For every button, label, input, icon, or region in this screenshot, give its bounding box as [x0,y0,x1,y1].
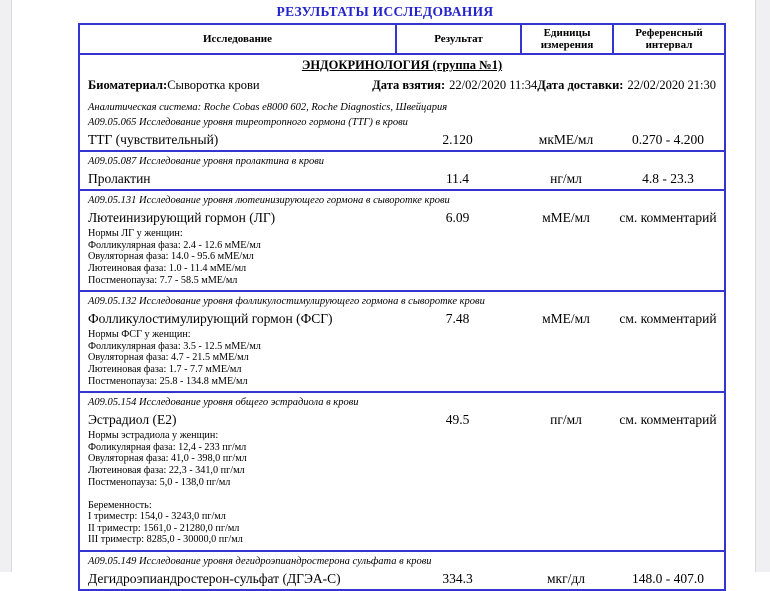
table-header-row [80,25,724,55]
biomaterial-value: Сыворотка крови [167,78,259,93]
test-reference: 0.270 - 4.200 [612,132,724,148]
section-info-cell [80,58,724,113]
test-name: Пролактин [80,171,395,187]
norm-line: Овуляторная фаза: 4.7 - 21.5 мМЕ/мл [88,352,716,364]
test-code-line: А09.05.065 Исследование уровня тиреотропного гормона (ТТГ) в крови [80,113,724,130]
test-units: мкг/дл [520,571,612,587]
test-row-block [80,189,724,290]
date-delivery-value: 22/02/2020 21:30 [627,78,716,93]
norm-line: Лютеиновая фаза: 22,3 - 341,0 пг/мл [88,465,716,477]
norm-line [88,488,716,500]
test-row-block [80,391,724,550]
test-result: 334.3 [395,571,520,587]
date-delivery-label: Дата доставки: [537,78,623,93]
test-units: мМЕ/мл [520,311,612,327]
page-title: РЕЗУЛЬТАТЫ ИССЛЕДОВАНИЯ [0,0,770,20]
test-reference: 148.0 - 407.0 [612,571,724,587]
norm-line: Лютеиновая фаза: 1.0 - 11.4 мМЕ/мл [88,263,716,275]
test-value-row [80,208,724,228]
norm-line: Нормы эстрадиола у женщин: [88,430,716,442]
norm-line: III триместр: 8285,0 - 30000,0 пг/мл [88,534,716,546]
norm-line: Овуляторная фаза: 14.0 - 95.6 мМЕ/мл [88,251,716,263]
biomaterial-label: Биоматериал: [88,78,167,93]
test-reference: см. комментарий [612,412,724,428]
results-table [78,23,726,591]
test-name: Эстрадиол (Е2) [80,412,395,428]
test-code-line: А09.05.131 Исследование уровня лютеинизирующего гормона в сыворотке крови [80,191,724,208]
right-margin-gutter [755,0,770,572]
column-header-result: Результат [395,25,520,53]
test-code-line: А09.05.087 Исследование уровня пролактина в крови [80,152,724,169]
norm-line: Овуляторная фаза: 41,0 - 398,0 пг/мл [88,453,716,465]
test-units: нг/мл [520,171,612,187]
test-result: 2.120 [395,132,520,148]
norm-line: Нормы ЛГ у женщин: [88,228,716,240]
test-row-block [80,290,724,391]
test-value-row [80,309,724,329]
norm-line: Фолликулярная фаза: 2.4 - 12.6 мМЕ/мл [88,240,716,252]
norm-line: I триместр: 154,0 - 3243,0 пг/мл [88,511,716,523]
norm-line: Фолликулярная фаза: 3.5 - 12.5 мМЕ/мл [88,341,716,353]
analytic-system-line: Аналитическая система: Roche Cobas e8000 602, Roche Diagnostics, Швейцария [88,102,716,113]
column-header-test: Исследование [80,25,395,53]
test-result: 11.4 [395,171,520,187]
test-norms-notes [80,430,724,550]
column-header-reference: Референсный интервал [612,25,724,53]
test-units: пг/мл [520,412,612,428]
norm-line: Беременность: [88,500,716,512]
test-reference: см. комментарий [612,210,724,226]
test-name: Фолликулостимулирующий гормон (ФСГ) [80,311,395,327]
test-name: Лютеинизирующий гормон (ЛГ) [80,210,395,226]
test-reference: 4.8 - 23.3 [612,171,724,187]
test-result: 6.09 [395,210,520,226]
test-value-row [80,169,724,189]
test-result: 7.48 [395,311,520,327]
test-norms-notes [80,228,724,290]
test-name: ТТГ (чувствительный) [80,132,395,148]
test-rows-container [80,113,724,589]
test-code-line: А09.05.149 Исследование уровня дегидроэпиандростерона сульфата в крови [80,552,724,569]
test-row-block [80,150,724,189]
section-meta-row [88,78,716,93]
norm-line: Постменопауза: 7.7 - 58.5 мМЕ/мл [88,275,716,287]
left-margin-gutter [0,0,12,572]
norm-line: Лютеиновая фаза: 1.7 - 7.7 мМЕ/мл [88,364,716,376]
test-units: мкМЕ/мл [520,132,612,148]
column-header-units: Единицы измерения [520,25,612,53]
test-code-line: А09.05.132 Исследование уровня фолликулостимулирующего гормона в сыворотке крови [80,292,724,309]
date-taken-value: 22/02/2020 11:34 [449,78,537,93]
test-value-row [80,410,724,430]
test-value-row [80,569,724,589]
test-row-block [80,550,724,589]
test-units: мМЕ/мл [520,210,612,226]
norm-line: Постменопауза: 5,0 - 138,0 пг/мл [88,477,716,489]
test-code-line: А09.05.154 Исследование уровня общего эстрадиола в крови [80,393,724,410]
norm-line: II триместр: 1561,0 - 21280,0 пг/мл [88,523,716,535]
section-title: ЭНДОКРИНОЛОГИЯ (группа №1) [88,58,716,73]
norm-line: Нормы ФСГ у женщин: [88,329,716,341]
test-reference: см. комментарий [612,311,724,327]
norm-line: Постменопауза: 25.8 - 134.8 мМЕ/мл [88,376,716,388]
test-row-block [80,113,724,150]
test-norms-notes [80,329,724,391]
norm-line: Фоликулярная фаза: 12,4 - 233 пг/мл [88,442,716,454]
test-name: Дегидроэпиандростерон-сульфат (ДГЭА-С) [80,571,395,587]
date-taken-label: Дата взятия: [372,78,445,93]
test-value-row [80,130,724,150]
test-result: 49.5 [395,412,520,428]
